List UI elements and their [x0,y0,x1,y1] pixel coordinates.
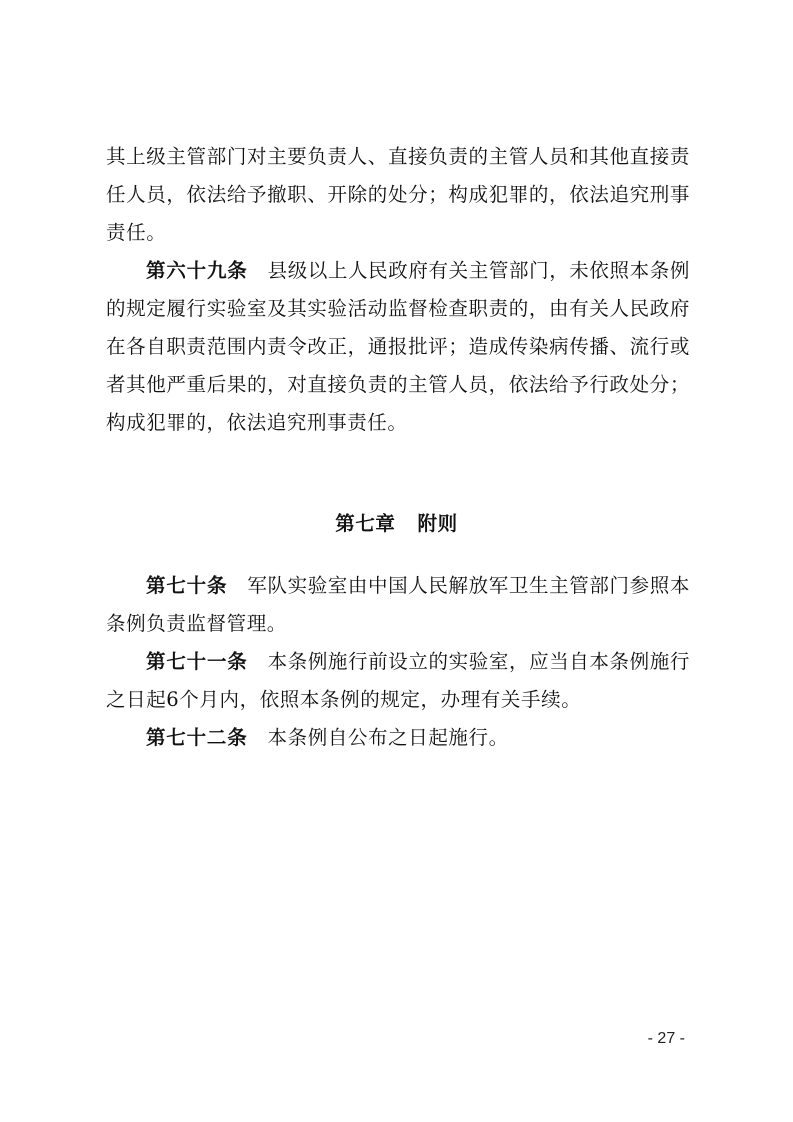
article-70-number: 第七十条 [146,574,228,597]
article-70-text: 军队实验室由中国人民解放军卫生主管部门参照本条例负责监督管理。 [106,574,690,635]
article-71-number: 第七十一条 [146,650,248,673]
article-72-text: 本条例自公布之日起施行。 [267,726,509,749]
article-72-paragraph [106,719,690,757]
text-block-upper [106,138,690,442]
chapter-heading [0,508,793,536]
article-71-text: 本条例施行前设立的实验室，应当自本条例施行之日起6个月内，依照本条例的规定，办理有关手续。 [106,650,690,711]
article-69-text: 县级以上人民政府有关主管部门，未依照本条例的规定履行实验室及其实验活动监督检查职责的，由有关人民政府在各自职责范围内责令改正，通报批评；造成传染病传播、流行或者其他严重后果的，对直接负责的主管人员，依法给予行政处分；构成犯罪的，依法追究刑事责任。 [106,259,690,434]
text-block-lower [106,567,690,757]
article-72-number: 第七十二条 [146,726,248,749]
chapter-title: 附则 [417,512,458,535]
article-71-paragraph [106,643,690,719]
page-number: - 27 - [647,1030,685,1047]
article-69-paragraph [106,252,690,442]
continuation-paragraph: 其上级主管部门对主要负责人、直接负责的主管人员和其他直接责任人员，依法给予撤职、开除的处分；构成犯罪的，依法追究刑事责任。 [106,145,690,244]
article-70-paragraph [106,567,690,643]
chapter-number: 第七章 [335,512,396,535]
article-69-number: 第六十九条 [146,259,248,282]
